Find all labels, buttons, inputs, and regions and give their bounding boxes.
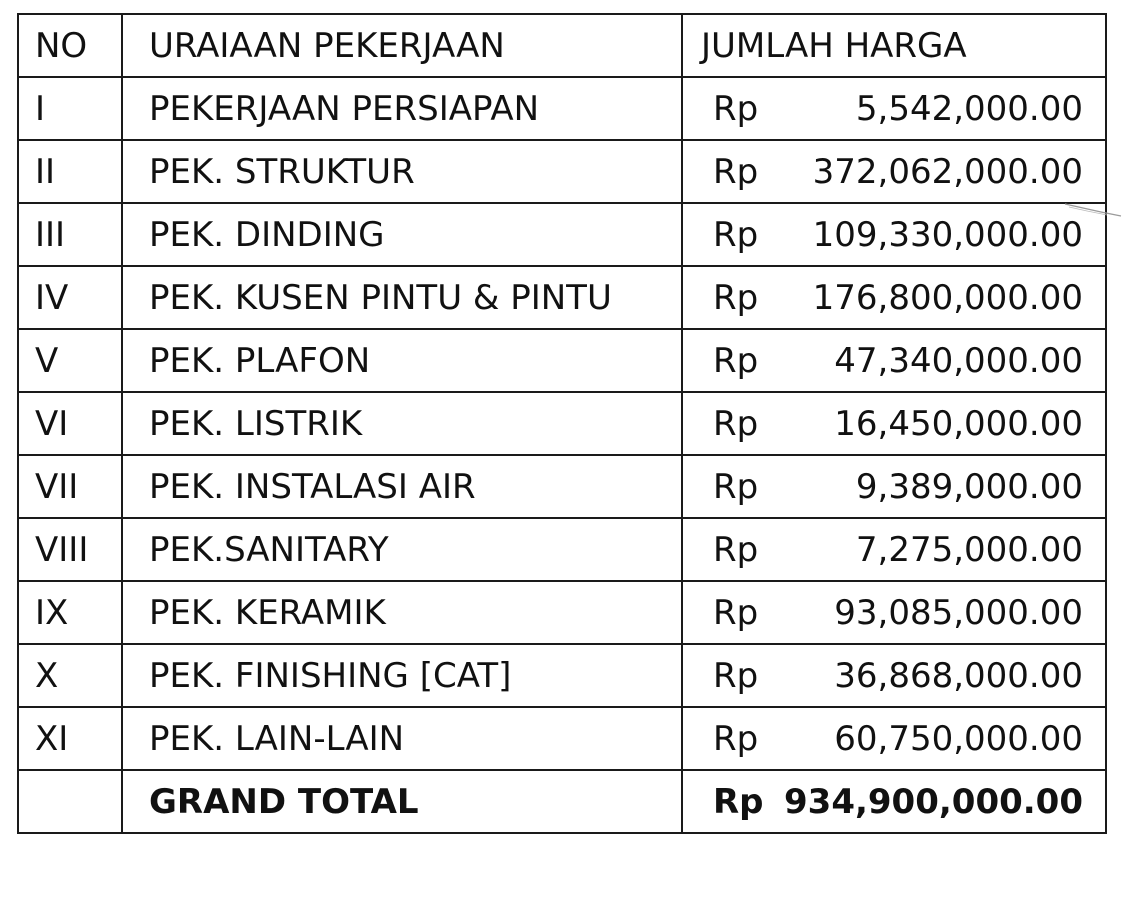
amount-cell bbox=[682, 392, 1106, 455]
work-description: PEK. LAIN-LAIN bbox=[122, 707, 682, 770]
table-row bbox=[18, 140, 1106, 203]
scan-smudge-mark bbox=[1063, 198, 1133, 228]
table-row bbox=[18, 707, 1106, 770]
table-row bbox=[18, 392, 1106, 455]
amount-cell bbox=[682, 77, 1106, 140]
currency-label: Rp bbox=[713, 277, 759, 318]
work-description: PEK. KUSEN PINTU & PINTU bbox=[122, 266, 682, 329]
row-number: V bbox=[18, 329, 122, 392]
currency-label: Rp bbox=[713, 529, 759, 570]
currency-label: Rp bbox=[713, 718, 759, 759]
work-description: PEK. LISTRIK bbox=[122, 392, 682, 455]
row-number: VI bbox=[18, 392, 122, 455]
currency-label: Rp bbox=[713, 592, 759, 633]
currency-label: Rp bbox=[713, 781, 764, 822]
currency-label: Rp bbox=[713, 340, 759, 381]
amount-value: 16,450,000.00 bbox=[834, 403, 1083, 444]
row-number: VII bbox=[18, 455, 122, 518]
header-description: URAIAAN PEKERJAAN bbox=[122, 14, 682, 77]
amount-value: 109,330,000.00 bbox=[812, 214, 1083, 255]
work-description: PEK. KERAMIK bbox=[122, 581, 682, 644]
amount-value: 7,275,000.00 bbox=[855, 529, 1083, 570]
work-description: PEK. DINDING bbox=[122, 203, 682, 266]
table-header-row bbox=[18, 14, 1106, 77]
amount-cell bbox=[682, 518, 1106, 581]
row-number: II bbox=[18, 140, 122, 203]
currency-label: Rp bbox=[713, 214, 759, 255]
amount-value: 176,800,000.00 bbox=[812, 277, 1083, 318]
table-row bbox=[18, 455, 1106, 518]
header-no: NO bbox=[18, 14, 122, 77]
cost-summary-table bbox=[17, 13, 1107, 834]
amount-cell bbox=[682, 455, 1106, 518]
work-description: PEK. FINISHING [CAT] bbox=[122, 644, 682, 707]
grand-total-label: GRAND TOTAL bbox=[122, 770, 682, 833]
amount-value: 60,750,000.00 bbox=[834, 718, 1083, 759]
amount-cell bbox=[682, 581, 1106, 644]
work-description: PEK. INSTALASI AIR bbox=[122, 455, 682, 518]
row-number: IX bbox=[18, 581, 122, 644]
total-no-cell bbox=[18, 770, 122, 833]
amount-cell bbox=[682, 707, 1106, 770]
work-description: PEKERJAAN PERSIAPAN bbox=[122, 77, 682, 140]
grand-total-amount-cell bbox=[682, 770, 1106, 833]
amount-value: 372,062,000.00 bbox=[812, 151, 1083, 192]
row-number: III bbox=[18, 203, 122, 266]
row-number: I bbox=[18, 77, 122, 140]
currency-label: Rp bbox=[713, 655, 759, 696]
table-row bbox=[18, 581, 1106, 644]
amount-value: 93,085,000.00 bbox=[834, 592, 1083, 633]
amount-cell bbox=[682, 266, 1106, 329]
row-number: X bbox=[18, 644, 122, 707]
row-number: IV bbox=[18, 266, 122, 329]
work-description: PEK. STRUKTUR bbox=[122, 140, 682, 203]
currency-label: Rp bbox=[713, 151, 759, 192]
row-number: VIII bbox=[18, 518, 122, 581]
amount-cell bbox=[682, 329, 1106, 392]
cost-summary-sheet bbox=[17, 13, 1105, 856]
amount-cell bbox=[682, 644, 1106, 707]
currency-label: Rp bbox=[713, 403, 759, 444]
amount-value: 5,542,000.00 bbox=[855, 88, 1083, 129]
table-row bbox=[18, 329, 1106, 392]
amount-value: 47,340,000.00 bbox=[834, 340, 1083, 381]
work-description: PEK. PLAFON bbox=[122, 329, 682, 392]
work-description: PEK.SANITARY bbox=[122, 518, 682, 581]
table-row bbox=[18, 203, 1106, 266]
amount-cell bbox=[682, 140, 1106, 203]
amount-value: 36,868,000.00 bbox=[834, 655, 1083, 696]
currency-label: Rp bbox=[713, 88, 759, 129]
grand-total-row bbox=[18, 770, 1106, 833]
table-row bbox=[18, 644, 1106, 707]
amount-value: 9,389,000.00 bbox=[855, 466, 1083, 507]
header-amount: JUMLAH HARGA bbox=[682, 14, 1106, 77]
table-row bbox=[18, 77, 1106, 140]
row-number: XI bbox=[18, 707, 122, 770]
grand-total-value: 934,900,000.00 bbox=[784, 781, 1083, 822]
currency-label: Rp bbox=[713, 466, 759, 507]
amount-cell bbox=[682, 203, 1106, 266]
table-row bbox=[18, 518, 1106, 581]
table-row bbox=[18, 266, 1106, 329]
